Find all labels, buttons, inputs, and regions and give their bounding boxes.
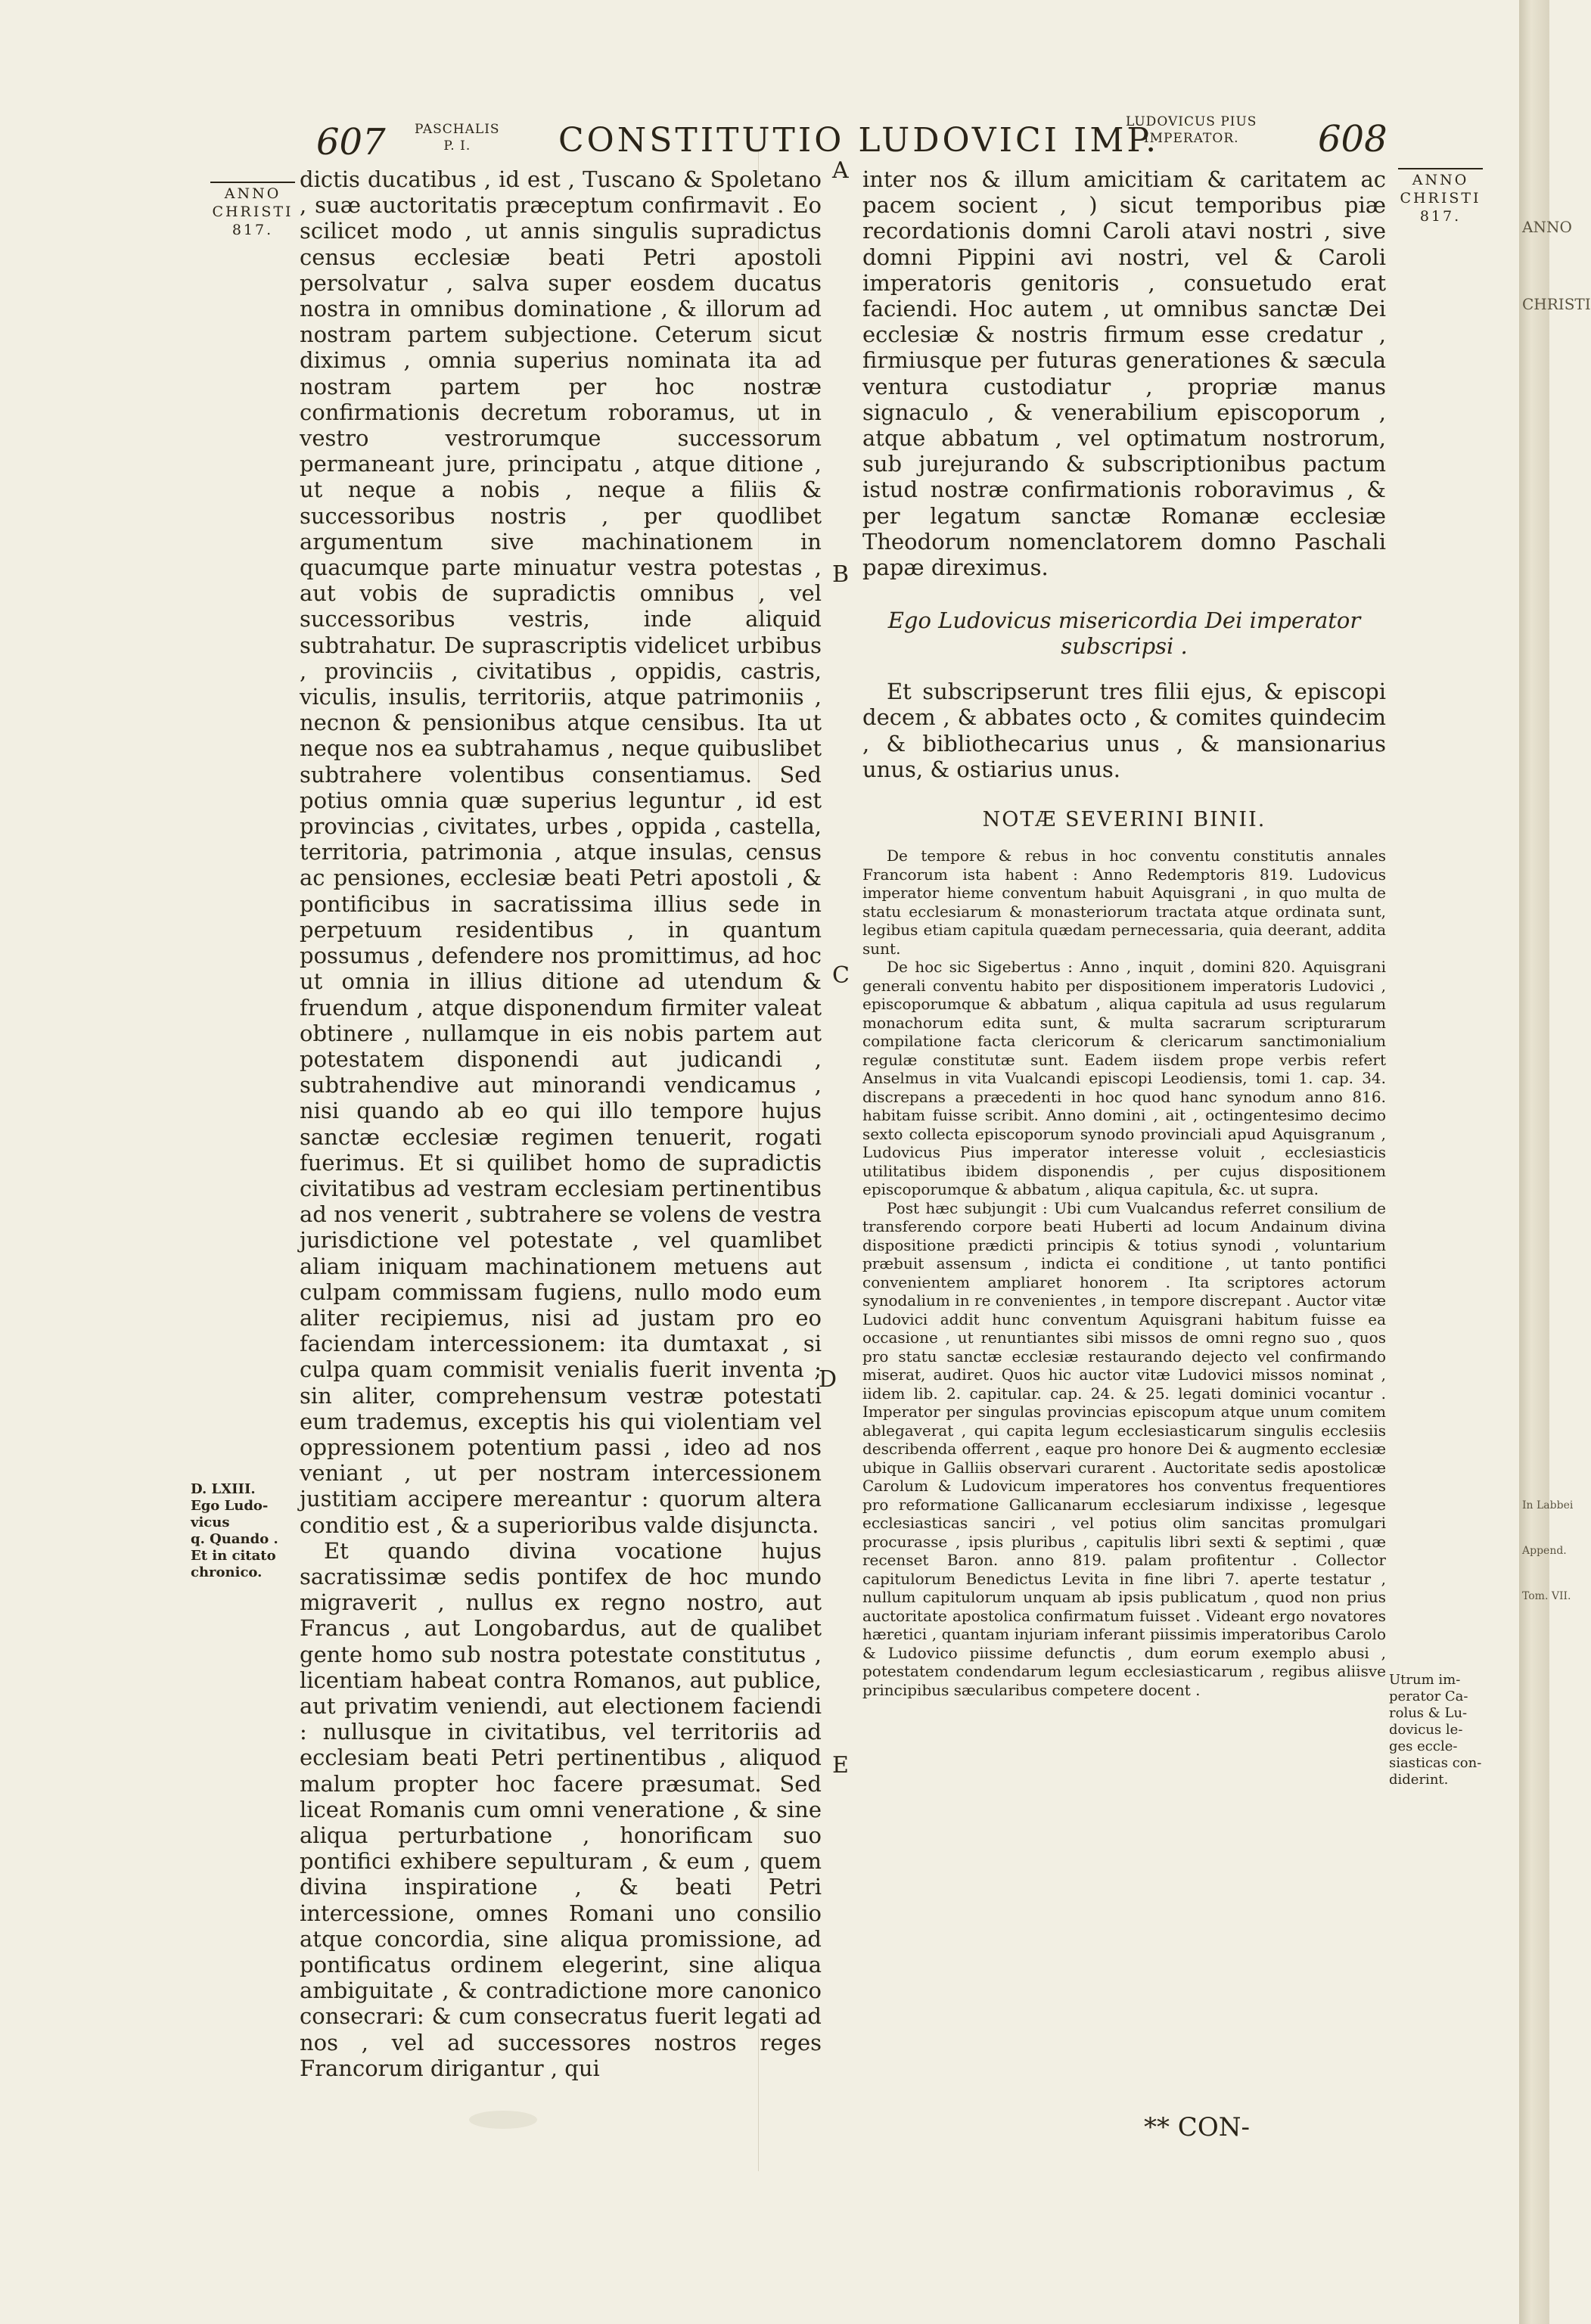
left-paragraph-1: dictis ducatibus , id est , Tuscano & Spoletano , suæ auctoritatis præceptum confirmavit . Eo scilicet modo , ut annis singulis supradictus census ecclesiæ beati Petri apostoli persolvatur , salva super eosdem ducatus nostra in omnibus dominatione , & illorum ad nostram partem subjectione. Ceterum sicut diximus , omnia superius nominata ita ad nostram partem per hoc nostræ confirmationis decretum roboramus, ut in vestro vestrorumque successorum permaneant jure, principatu , atque ditione , ut neque a nobis , neque a filiis & successoribus nostris , per quodlibet argumentum sive machinationem in quacumque parte minuatur vestra potestas , aut vobis de supradictis omnibus , vel successoribus vestris, inde aliquid subtrahatur. De suprascriptis videlicet urbibus , provinciis , civitatibus , oppidis, castris, viculis, insulis, territoriis, atque patrimoniis , necnon & pensionibus atque censibus. Ita ut neque nos ea subtrahamus , neque quibuslibet subtrahere volentibus consentiamus. Sed potius omnia quæ superius leguntur , id est provincias , civitates, urbes , oppida , castella, territoria, patrimonia , atque insulas, census ac pensiones, ecclesiæ beati Petri apostoli , & pontificibus in sacratissima illius sede in perpetuum residentibus , in quantum possumus , defendere nos promittimus, ad hoc ut omnia in illius ditione ad utendum & fruendum , atque disponendum firmiter valeat obtinere , nullamque in eis nobis partem aut potestatem disponendi aut judicandi , subtrahendive aut minorandi vendicamus , nisi quando ab eo qui illo tempore hujus sanctæ ecclesiæ regimen tenuerit, rogati fuerimus. Et si quilibet homo de supradictis civitatibus ad vestram ecclesiam pertinentibus ad nos venerit , subtrahere se volens de vestra jurisdictione vel potestate , vel quamlibet aliam iniquam machinationem metuens aut culpam commissam fugiens, nullo modo eum aliter recipiemus, nisi ad justam pro eo faciendam intercessionem: ita dumtaxat , si culpa quam commisit venialis fuerit inventa ; sin aliter, comprehensum vestræ potestati eum trademus, exceptis his qui violentiam vel oppressionem potentium passi , ideo ad nos veniant , ut per nostram intercessionem justitiam accipere mereantur : quorum altera conditio est , & a superioribus valde disjuncta. (300, 166, 822, 1538)
left-column (300, 166, 822, 2081)
note-paragraph: De tempore & rebus in hoc conventu constitutis annales Francorum ista habent : Anno Redemptoris 819. Ludovicus imperator hieme conventum habuit Aquisgrani , in quo multa de statu ecclesiarum & monasteriorum tractata atque ordinata sunt, legibus etiam capitula quædam pernecessaria, quia deerant, addita sunt. (862, 847, 1386, 958)
next-page-fragment-top: ANNO CHRISTI (1522, 218, 1591, 313)
right-anno-christi: ANNO CHRISTI 817. (1398, 168, 1483, 225)
section-letter-d: D (819, 1366, 837, 1393)
section-letter-b: B (832, 561, 850, 588)
right-paragraph-1: inter nos & illum amicitiam & caritatem ac pacem socient , ) sicut temporibus piæ recordationis domni Caroli atavi nostri , sive domni Pippini avi nostri, vel & Caroli imperatoris genitoris , consuetudo erat faciendi. Hoc autem , ut omnibus sanctæ Dei ecclesiæ & nostris firmum esse credatur , firmiusque per futuras generationes & sæcula ventura custodiatur , propriæ manus signaculo , & venerabilium episcoporum , atque abbatum , vel optimatum nostrorum, sub jurejurando & subscriptionibus pactum istud nostræ confirmationis roboravimus , & per legatum sanctæ Romanæ ecclesiæ Theodorum nomenclatorem domno Paschali papæ direximus. (862, 166, 1386, 581)
next-page-fragment-mid: In Labbei Append. Tom. VII. (1522, 1499, 1574, 1602)
next-page-edge (1519, 0, 1549, 2324)
catchword: ** CON- (1144, 2112, 1250, 2142)
left-anno-christi: ANNO CHRISTI 817. (210, 182, 295, 239)
right-column (862, 166, 1386, 1699)
section-letter-e: E (832, 1752, 849, 1779)
right-running-head: LUDOVICUS PIUS IMPERATOR. (1126, 114, 1257, 146)
left-running-head: PASCHALIS P. I. (415, 122, 500, 154)
page-stain (469, 2111, 537, 2129)
right-side-note: Utrum im- perator Ca- rolus & Lu- dovicus le- ges eccle- siasticas con- diderint. (1389, 1672, 1482, 1788)
left-side-note: D. LXIII. Ego Ludo- vicus q. Quando . Et in citato chronico. (191, 1481, 278, 1580)
notes-block (862, 847, 1386, 1699)
notes-title: NOTÆ SEVERINI BINII. (982, 808, 1266, 832)
section-letter-a: A (832, 157, 849, 184)
left-paragraph-2: Et quando divina vocatione hujus sacratissimæ sedis pontifex de hoc mundo migraverit , nullus ex regno nostro, aut Francus , aut Longobardus, aut de qualibet gente homo sub nostra potestate constitutus , licentiam habeat contra Romanos, aut publice, aut privatim veniendi, aut electionem faciendi : nullusque in civitatibus, vel territoriis ad ecclesiam beati Petri pertinentibus , aliquod malum propter hoc facere præsumat. Sed liceat Romanis cum omni veneratione , & sine aliqua perturbatione , honorificam suo pontifici exhibere sepulturam , & eum , quem divina inspiratione , & beati Petri intercessione, omnes Romani uno consilio atque concordia, sine aliqua promissione, ad pontificatus ordinem elegerint, sine aliqua ambiguitate , & contradictione more canonico consecrari: & cum consecratus fuerit legati ad nos , vel ad successores nostros reges Francorum dirigantur , qui (300, 1537, 822, 2081)
subscribers: Et subscripserunt tres filii ejus, & episcopi decem , & abbates octo , & comites quindecim , & bibliothecarius unus , & mansionarius unus, & ostiarius unus. (862, 679, 1386, 782)
right-page-number: 608 (1318, 118, 1387, 160)
section-letter-c: C (832, 962, 850, 989)
page-title: CONSTITUTIO LUDOVICI IMP. (558, 121, 1160, 160)
note-paragraph: De hoc sic Sigebertus : Anno , inquit , domini 820. Aquisgrani generali conventu habito per dispositionem imperatoris Ludovici , episcoporumque & abbatum , aliqua capitula ad usus regularum monachorum edita sunt, & multa sacrarum scripturarum compilatione facta clericorum & clericarum sanctimonialium regulæ constitutæ sunt. Eadem iisdem prope verbis refert Anselmus in vita Vualcandi episcopi Leodiensis, tomi 1. cap. 34. discrepans a præcedenti in hoc quod hanc synodum anno 816. habitam fuisse scribit. Anno domini , ait , octingentesimo decimo sexto collecta episcoporum synodo provinciali apud Aquisgranum , Ludovicus Pius imperator interesse voluit , ecclesiasticis utilitatibus ibidem disponendis , per cujus dispositionem episcoporumque & abbatum , aliqua capitula, &c. ut supra. (862, 958, 1386, 1199)
signature: Ego Ludovicus misericordia Dei imperator subscripsi . (887, 607, 1361, 660)
left-page-number: 607 (316, 121, 386, 163)
note-paragraph: Post hæc subjungit : Ubi cum Vualcandus referret consilium de transferendo corpore beati Huberti ad locum Andainum divina dispositione prædicti principis & totius synodi , voluntarium præbuit assensum , indicta ei conditione , ut tanto pontifici convenientem ampliaret honorem . Ita scriptores actorum synodalium in re convenientes , in tempore discrepant . Auctor vitæ Ludovici addit hunc conventum Aquisgrani habitum fuisse ea occasione , ut renuntiantes sibi missos de omni regno suo , quos pro statu sanctæ ecclesiæ restaurando dejecto vel confirmando miserat, audiret. Quos hic auctor vitæ Ludovici missos nominat , iidem lib. 2. capitular. cap. 24. & 25. legati dominici vocantur . Imperator per singulas provincias episcopum atque unum comitem ablegaverat , qui capita legum ecclesiasticarum singulis ecclesiis describenda offerrent , eaque pro honore Dei & augmento ecclesiæ ubique in Galliis observari curarent . Auctoritate sedis apostolicæ Carolum & Ludovicum imperatores hos conventus frequentiores pro reformatione Gallicanarum ecclesiarum indixisse , legesque ecclesiasticas sanciri , vel potius olim sancitas promulgari procurasse , ipsis pluribus , capitulis libri sexti & septimi , quæ recenset Baron. anno 819. palam profitentur . Collector capitulorum Benedictus Levita in fine libri 7. aperte testatur , nullum capitulorum unquam ab ipsis publicatum , quod non prius auctoritate apostolica confirmatum fuisset . Videant ergo novatores hæretici , quantam injuriam inferant piissimis imperatoribus Carolo & Ludovico piissime defunctis , dum eorum exemplo abusi , potestatem condendarum legum ecclesiasticarum , regibus aliisve principibus sæcularibus competere docent . (862, 1198, 1386, 1699)
